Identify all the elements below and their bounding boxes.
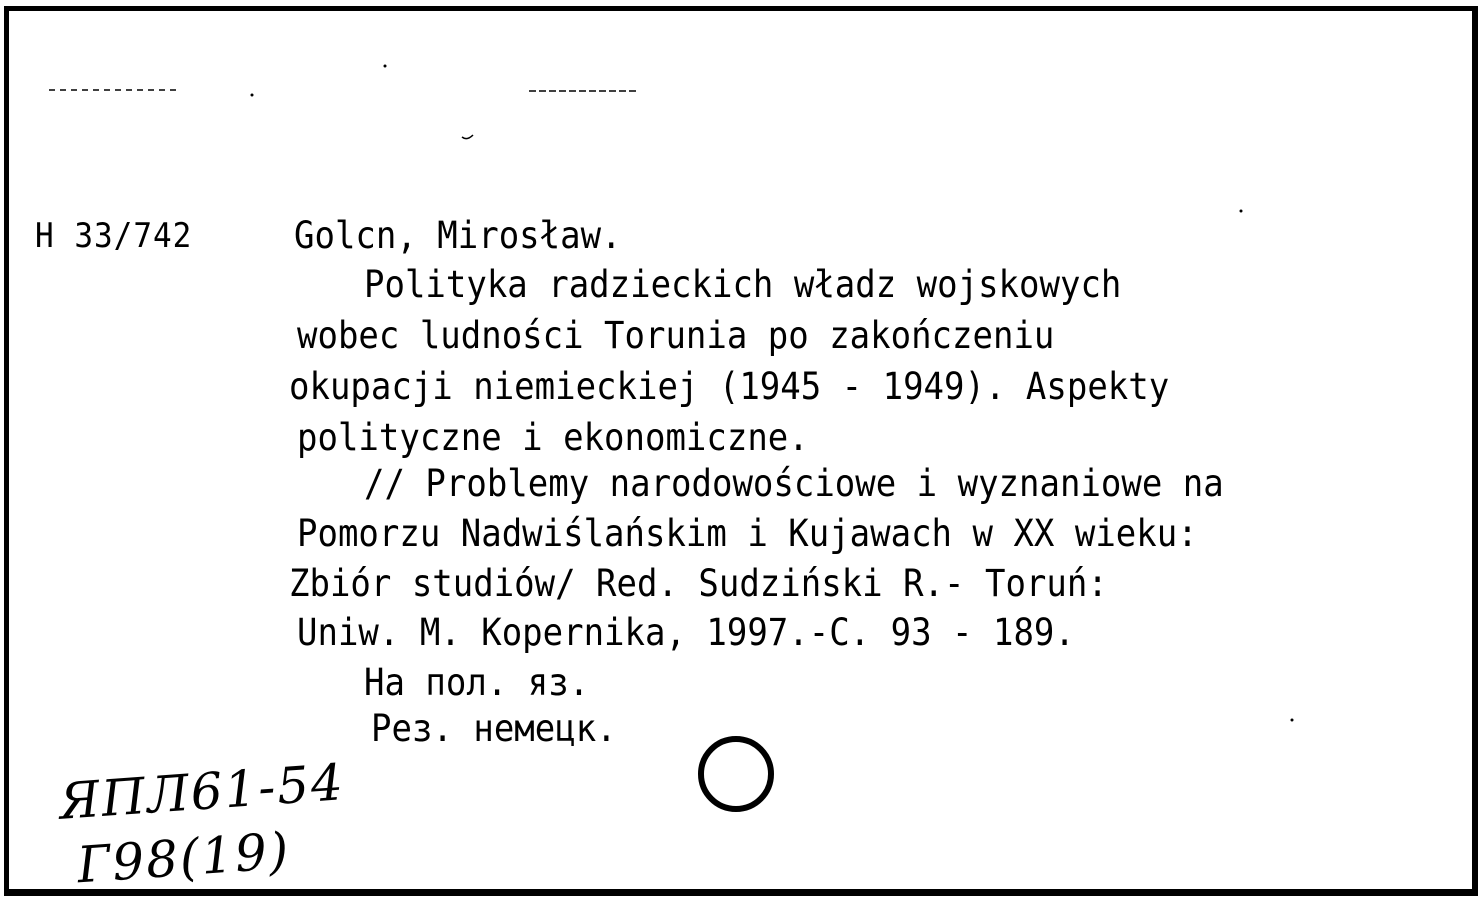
summary-note: Рез. немецк. [371, 707, 617, 751]
title-line-2: wobec ludności Torunia po zakończeniu [297, 314, 1055, 358]
source-line-4: Uniw. M. Kopernika, 1997.-C. 93 - 189. [297, 611, 1075, 655]
catalog-card [4, 6, 1478, 896]
source-line-2: Pomorzu Nadwiślańskim i Kujawach w XX wieku: [297, 512, 1198, 556]
title-line-3: okupacji niemieckiej (1945 - 1949). Aspekty [289, 365, 1170, 409]
handwritten-call-number: ЯПЛ61-54 [57, 753, 347, 831]
author-heading: Golcn, Mirosław. [294, 214, 622, 258]
language-note: На пол. яз. [364, 661, 590, 705]
title-line-1: Polityka radzieckich władz wojskowych [364, 263, 1122, 307]
shelfmark: H 33/742 [35, 216, 193, 256]
source-line-1: // Problemy narodowościowe i wyznaniowe na [364, 462, 1224, 506]
punch-hole [698, 736, 774, 812]
title-line-4: polityczne i ekonomiczne. [297, 416, 809, 460]
source-line-3: Zbiór studiów/ Red. Sudziński R.- Toruń: [289, 562, 1108, 606]
handwritten-volume: Г98(19) [75, 821, 293, 895]
